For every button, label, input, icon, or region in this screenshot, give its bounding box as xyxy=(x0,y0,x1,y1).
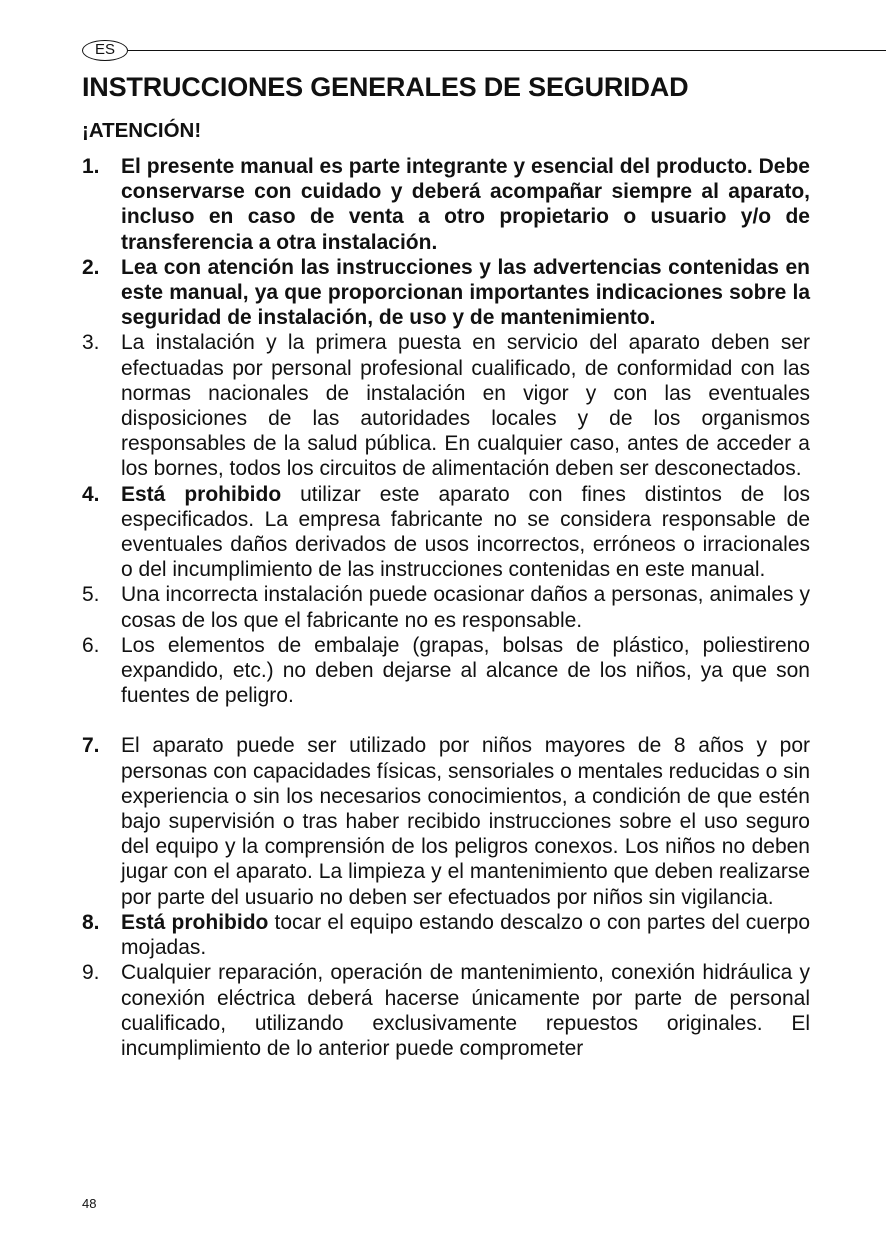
list-item-8 xyxy=(82,910,810,960)
item-text: Cualquier reparación, operación de mantenimiento, conexión hidráulica y conexión eléctrica deberá hacerse únicamente por parte de personal cualificado, utilizando exclusivamente repuestos originales. El incumplimiento de lo anterior puede comprometer xyxy=(121,961,810,1060)
item-number: 8. xyxy=(82,910,100,934)
item-text: La instalación y la primera puesta en servicio del aparato deben ser efectuadas por personal profesional cualificado, de conformidad con las normas nacionales de instalación en vigor y con las eventuales disposiciones de las autoridades locales y de los organismos responsables de la salud pública. En cualquier caso, antes de acceder a los bornes, todos los circuitos de alimentación deben ser desconectados. xyxy=(121,331,810,481)
list-item-3 xyxy=(82,330,810,481)
item-number: 7. xyxy=(82,734,100,758)
attention-heading: ¡ATENCIÓN! xyxy=(82,119,202,142)
list-item-7 xyxy=(82,733,810,909)
item-number: 5. xyxy=(82,583,100,607)
item-number: 3. xyxy=(82,331,100,355)
list-item-9 xyxy=(82,960,810,1061)
item-text: tocar el equipo estando descalzo o con partes del cuerpo mojadas. xyxy=(121,910,811,960)
list-item-2 xyxy=(82,255,810,331)
list-item-5 xyxy=(82,582,810,632)
item-text: utilizar este aparato con fines distintos de los especificados. La empresa fabricante no se considera responsable de eventuales daños derivados de usos incorrectos, erróneos o irracionales o del incumplimiento de las instrucciones contenidas en este manual. xyxy=(121,482,810,582)
item-text: El presente manual es parte integrante y esencial del producto. Debe conservarse con cuidado y deberá acompañar siempre al aparato, incluso en caso de venta a otro propietario o usuario y/o de transferencia a otra instalación. xyxy=(121,155,810,254)
header-rule xyxy=(128,50,886,51)
page-number: 48 xyxy=(82,1196,97,1211)
language-badge: ES xyxy=(82,40,128,61)
item-lead: Está prohibido xyxy=(121,910,269,934)
item-text: Una incorrecta instalación puede ocasionar daños a personas, animales y cosas de los que el fabricante no es responsable. xyxy=(121,583,810,632)
list-item-6 xyxy=(82,633,810,709)
item-text: Los elementos de embalaje (grapas, bolsas de plástico, poliestireno expandido, etc.) no deben dejarse al alcance de los niños, ya que son fuentes de peligro. xyxy=(121,633,810,708)
item-lead: Está prohibido xyxy=(121,482,282,506)
item-text: El aparato puede ser utilizado por niños mayores de 8 años y por personas con capacidades físicas, sensoriales o mentales reducidas o sin experiencia o sin los necesarios conocimientos, a condición de que estén bajo supervisión o tras haber recibido instrucciones sobre el uso seguro del equipo y la comprensión de los peligros conexos. Los niños no deben jugar con el aparato. La limpieza y el mantenimiento que deben realizarse por parte del usuario no deben ser efectuados por niños sin vigilancia. xyxy=(121,734,810,909)
list-item-1 xyxy=(82,154,810,255)
list-item-4 xyxy=(82,482,810,583)
item-number: 4. xyxy=(82,482,100,506)
safety-instructions-list xyxy=(82,154,810,1061)
item-number: 6. xyxy=(82,633,100,657)
item-text: Lea con atención las instrucciones y las advertencias contenidas en este manual, ya que proporcionan importantes indicaciones sobre la seguridad de instalación, de uso y de mantenimiento. xyxy=(121,255,810,330)
item-number: 2. xyxy=(82,255,100,279)
item-number: 1. xyxy=(82,155,100,178)
page-title: INSTRUCCIONES GENERALES DE SEGURIDAD xyxy=(82,72,689,102)
item-number: 9. xyxy=(82,961,100,985)
